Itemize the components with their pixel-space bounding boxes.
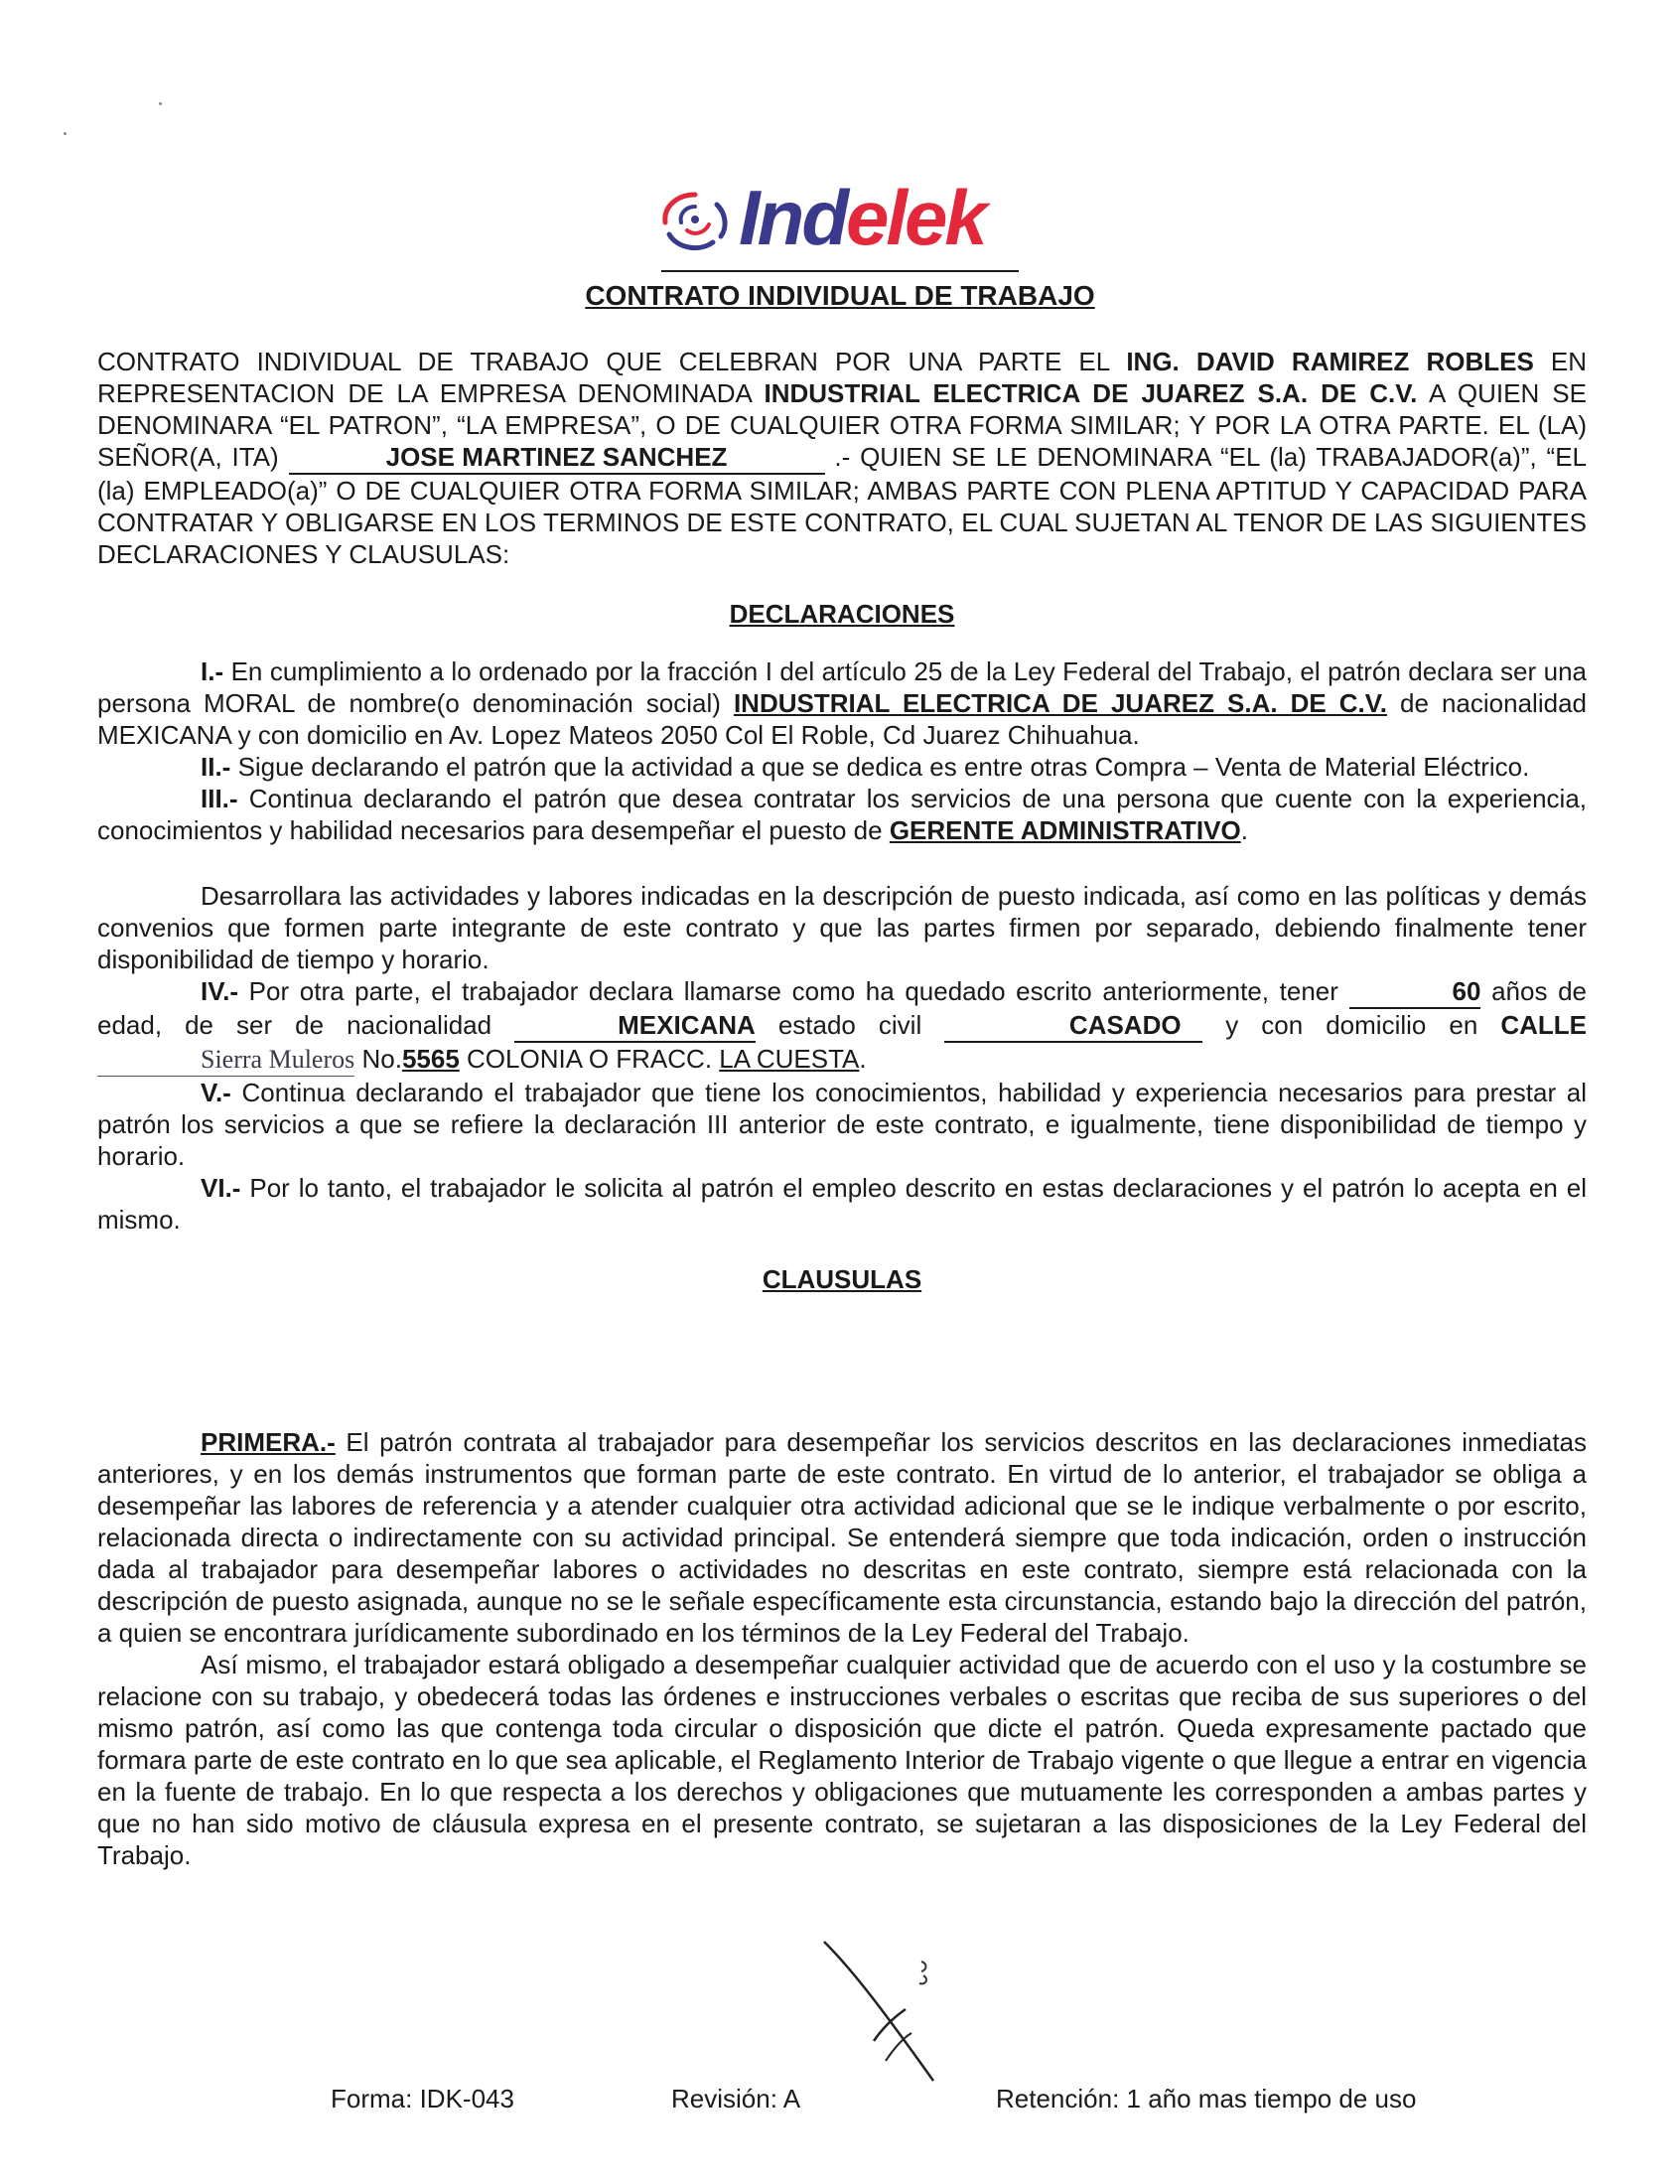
clause-primera: PRIMERA.- El patrón contrata al trabajador para desempeñar los servicios descritos en las declaraciones inmediatas anteriores, y en los demás instrumentos que forman parte de este contrato. En virtud de lo anterior, el trabajador se obliga a desempeñar las labores de referencia y a atender cualquier otra actividad adicional que se le indique verbalmente o por escrito, relacionada directa o indirectamente con su actividad principal. Se entenderá siempre que toda indicación, orden o instrucción dada al trabajador para desempeñar labores o actividades no descritas en este contrato, siempre está relacionada con la descripción de puesto asignada, aunque no se le señale específicamente esta circunstancia, estando bajo la dirección del patrón, a quien se encontrara jurídicamente subordinado en los términos de la Ley Federal del Trabajo. [97, 1427, 1587, 1648]
employee-name-field: JOSE MARTINEZ SANCHEZ [289, 441, 825, 475]
declaration-i: I.- En cumplimiento a lo ordenado por la fracción I del artículo 25 de la Ley Federal del Trabajo, el patrón declara ser una persona MORAL de nombre(o denominación social) INDUSTRIAL ELECTRICA DE JUAREZ S.A. DE C.V. de nacionalidad MEXICANA y con domicilio en Av. Lopez Mateos 2050 Col El Roble, Cd Juarez Chihuahua. [97, 656, 1587, 750]
declaration-ii: II.- Sigue declarando el patrón que la actividad a que se dedica es entre otras Compra – Venta de Material Eléctrico. [201, 752, 1530, 782]
nationality-field: MEXICANA [514, 1009, 756, 1043]
declaration-v: V.- Continua declarando el trabajador que tiene los conocimientos, habilidad y experiencia necesarios para prestar al patrón los servicios a que se refiere la declaración III anterior de este contrato, e igualmente, tiene disponibilidad de tiempo y horario. [97, 1078, 1587, 1171]
retention-label: Retención: 1 año mas tiempo de uso [996, 2084, 1417, 2113]
colonia-field: LA CUESTA [719, 1044, 860, 1074]
civil-status-field: CASADO [944, 1009, 1202, 1043]
scan-speck [64, 132, 67, 135]
street-field: Sierra Muleros [97, 1044, 354, 1077]
handwritten-signature-icon [814, 1922, 973, 2091]
document-title: CONTRATO INDIVIDUAL DE TRABAJO [585, 280, 1095, 311]
form-code: Forma: IDK-043 [331, 2084, 514, 2113]
document-body [97, 346, 1587, 1871]
clause-primera-continued: Así mismo, el trabajador estará obligado a desempeñar cualquier actividad que de acuerdo con el uso y la costumbre se relacione con su trabajo, y obedecerá todas las órdenes e instrucciones verbales o escritas que reciba de sus superiores o del mismo patrón, así como las que contenga toda circular o disposición que dicte el patrón. Queda expresamente pactado que formara parte de este contrato en lo que sea aplicable, el Reglamento Interior de Trabajo vigente o que llegue a entrar en vigencia en la fuente de trabajo. En lo que respecta a los derechos y obligaciones que mutuamente les corresponden a ambas partes y que no han sido motivo de cláusula expresa en el presente contrato, se sujetaran a las disposiciones de la Ley Federal del Trabajo. [97, 1650, 1587, 1870]
revision-label: Revisión: A [671, 2084, 801, 2113]
declaration-iv: IV.- Por otra parte, el trabajador declara llamarse como ha quedado escrito anteriormente, tener 60 años de edad, de ser de nacionalidad MEXICANA estado civil CASADO y con domicilio en CALLE Sierra Muleros No.5565 COLONIA O FRACC. LA CUESTA. [97, 975, 1587, 1077]
clause-primera-label: PRIMERA.- [201, 1427, 336, 1457]
declaration-vi: VI.- Por lo tanto, el trabajador le solicita al patrón el empleo descrito en estas declaraciones y el patrón lo acepta en el mismo. [97, 1173, 1587, 1235]
age-field: 60 [1349, 975, 1481, 1009]
declaration-iii: III.- Continua declarando el patrón que desea contratar los servicios de una persona que cuente con la experiencia, conocimientos y habilidad necesarios para desempeñar el puesto de GERENTE ADMINISTRATIVO. [97, 784, 1587, 845]
representative-name: ING. DAVID RAMIREZ ROBLES [1126, 347, 1534, 376]
company-logo [655, 174, 1033, 273]
indelek-swirl-icon [655, 187, 735, 256]
scan-speck [159, 102, 162, 105]
clausulas-heading: CLAUSULAS [762, 1264, 922, 1294]
house-number-field: 5565 [401, 1044, 460, 1074]
company-name: INDUSTRIAL ELECTRICA DE JUAREZ S.A. DE C.V. [764, 378, 1418, 408]
logo-underline [661, 270, 1019, 272]
logo-wordmark: Indelek [739, 174, 985, 261]
job-position-field: GERENTE ADMINISTRATIVO [889, 815, 1241, 845]
company-legal-name: INDUSTRIAL ELECTRICA DE JUAREZ S.A. DE C.V. [733, 688, 1387, 718]
declaraciones-heading: DECLARACIONES [729, 599, 955, 629]
intro-paragraph: CONTRATO INDIVIDUAL DE TRABAJO QUE CELEBRAN POR UNA PARTE EL ING. DAVID RAMIREZ ROBLES EN REPRESENTACION DE LA EMPRESA DENOMINADA INDUSTRIAL ELECTRICA DE JUAREZ S.A. DE C.V. A QUIEN SE DENOMINARA “EL PATRON”, “LA EMPRESA”, O DE CUALQUIER OTRA FORMA SIMILAR; Y POR LA OTRA PARTE. EL (LA) SEÑOR(A, ITA) JOSE MARTINEZ SANCHEZ .- QUIEN SE LE DENOMINARA “EL (la) TRABAJADOR(a)”, “EL (la) EMPLEADO(a)” O DE CUALQUIER OTRA FORMA SIMILAR; AMBAS PARTE CON PLENA APTITUD Y CAPACIDAD PARA CONTRATAR Y OBLIGARSE EN LOS TERMINOS DE ESTE CONTRATO, EL CUAL SUJETAN AL TENOR DE LAS SIGUIENTES DECLARACIONES Y CLAUSULAS: [97, 347, 1588, 569]
declaration-description: Desarrollara las actividades y labores indicadas en la descripción de puesto indicada, así como en las políticas y demás convenios que formen parte integrante de este contrato y que las partes firmen por separado, debiendo finalmente tener disponibilidad de tiempo y horario. [97, 881, 1587, 974]
